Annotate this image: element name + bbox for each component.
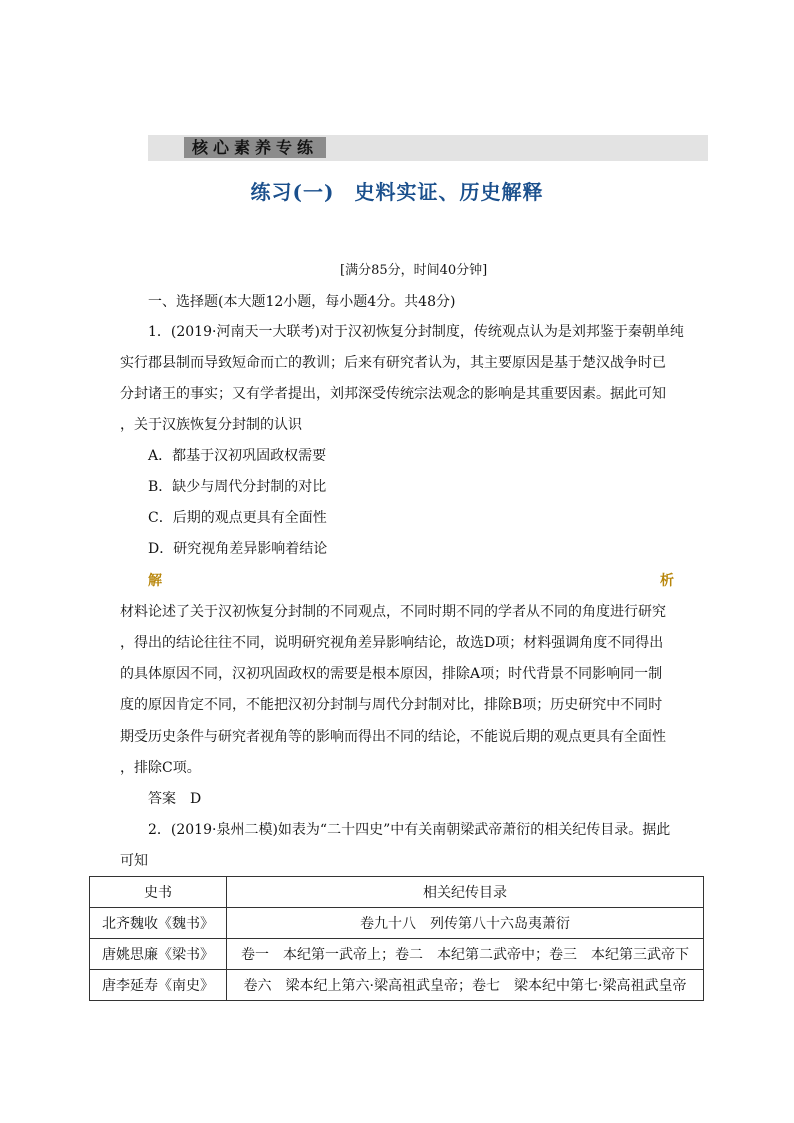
table-header: 相关纪传目录 [227, 877, 704, 908]
title-topic: 史料实证、历史解释 [354, 180, 544, 204]
q1-analysis-line: 度的原因肯定不同，不能把汉初分封制与周代分封制对比，排除B项；历史研究中不同时 [120, 697, 663, 713]
q1-analysis-line: 材料论述了关于汉初恢复分封制的不同观点，不同时期不同的学者从不同的角度进行研究 [120, 604, 666, 620]
table-cell-catalog: 卷九十八 列传第八十六岛夷萧衍 [227, 908, 704, 939]
table-cell-book: 唐姚思廉《梁书》 [90, 939, 227, 970]
q1-stem-line: 分封诸王的事实；又有学者提出，刘邦深受传统宗法观念的影响是其重要因素。据此可知 [120, 386, 666, 402]
q1-option-a: A．都基于汉初巩固政权需要 [148, 448, 327, 464]
q1-analysis-line: ，排除C项。 [120, 760, 201, 776]
q1-answer: 答案 D [148, 791, 202, 807]
q1-analysis-line: ，得出的结论往往不同，说明研究视角差异影响结论，故选D项；材料强调角度不同得出 [120, 635, 664, 651]
q1-option-d: D．研究视角差异影响着结论 [148, 541, 328, 557]
q1-stem-line: 实行郡县制而导致短命而亡的教训；后来有研究者认为，其主要原因是基于楚汉战争时已 [120, 355, 666, 371]
title-exercise: 练习(一) [250, 180, 335, 204]
q2-stem-line: 2．(2019·泉州二模)如表为“二十四史”中有关南朝梁武帝萧衍的相关纪传目录。据此 [148, 822, 671, 838]
section-heading: 一、选择题(本大题12小题，每小题4分。共48分) [148, 294, 456, 310]
q2-stem-line: 可知 [120, 853, 148, 869]
table-header: 史书 [90, 877, 227, 908]
banner-label: 核心素养专练 [184, 137, 326, 158]
table-row [90, 908, 704, 939]
q1-option-c: C．后期的观点更具有全面性 [148, 510, 327, 526]
table-cell-catalog: 卷一 本纪第一武帝上；卷二 本纪第二武帝中；卷三 本纪第三武帝下 [227, 939, 704, 970]
table-cell-book: 北齐魏收《魏书》 [90, 908, 227, 939]
table-row [90, 970, 704, 1001]
page-title [0, 176, 794, 205]
q1-analysis-line: 期受历史条件与研究者视角等的影响而得出不同的结论，不能说后期的观点更具有全面性 [120, 729, 666, 745]
q1-analysis-line: 的具体原因不同，汉初巩固政权的需要是根本原因，排除A项；时代背景不同影响同一制 [120, 666, 663, 682]
score-time-info: [满分85分，时间40分钟] [340, 263, 488, 278]
analysis-label-left: 解 [148, 573, 162, 589]
table-header-row [90, 877, 704, 908]
biography-catalog-table [89, 876, 704, 1001]
table-cell-catalog: 卷六 梁本纪上第六·梁高祖武皇帝；卷七 梁本纪中第七·梁高祖武皇帝 [227, 970, 704, 1001]
q1-stem-line: 1．(2019·河南天一大联考)对于汉初恢复分封制度，传统观点认为是刘邦鉴于秦朝单纯 [148, 324, 684, 340]
q1-stem-line: ，关于汉族恢复分封制的认识 [120, 417, 302, 433]
section-banner [148, 135, 708, 161]
q1-option-b: B．缺少与周代分封制的对比 [148, 479, 327, 495]
table-cell-book: 唐李延寿《南史》 [90, 970, 227, 1001]
table-row [90, 939, 704, 970]
analysis-label-right: 析 [660, 573, 674, 589]
